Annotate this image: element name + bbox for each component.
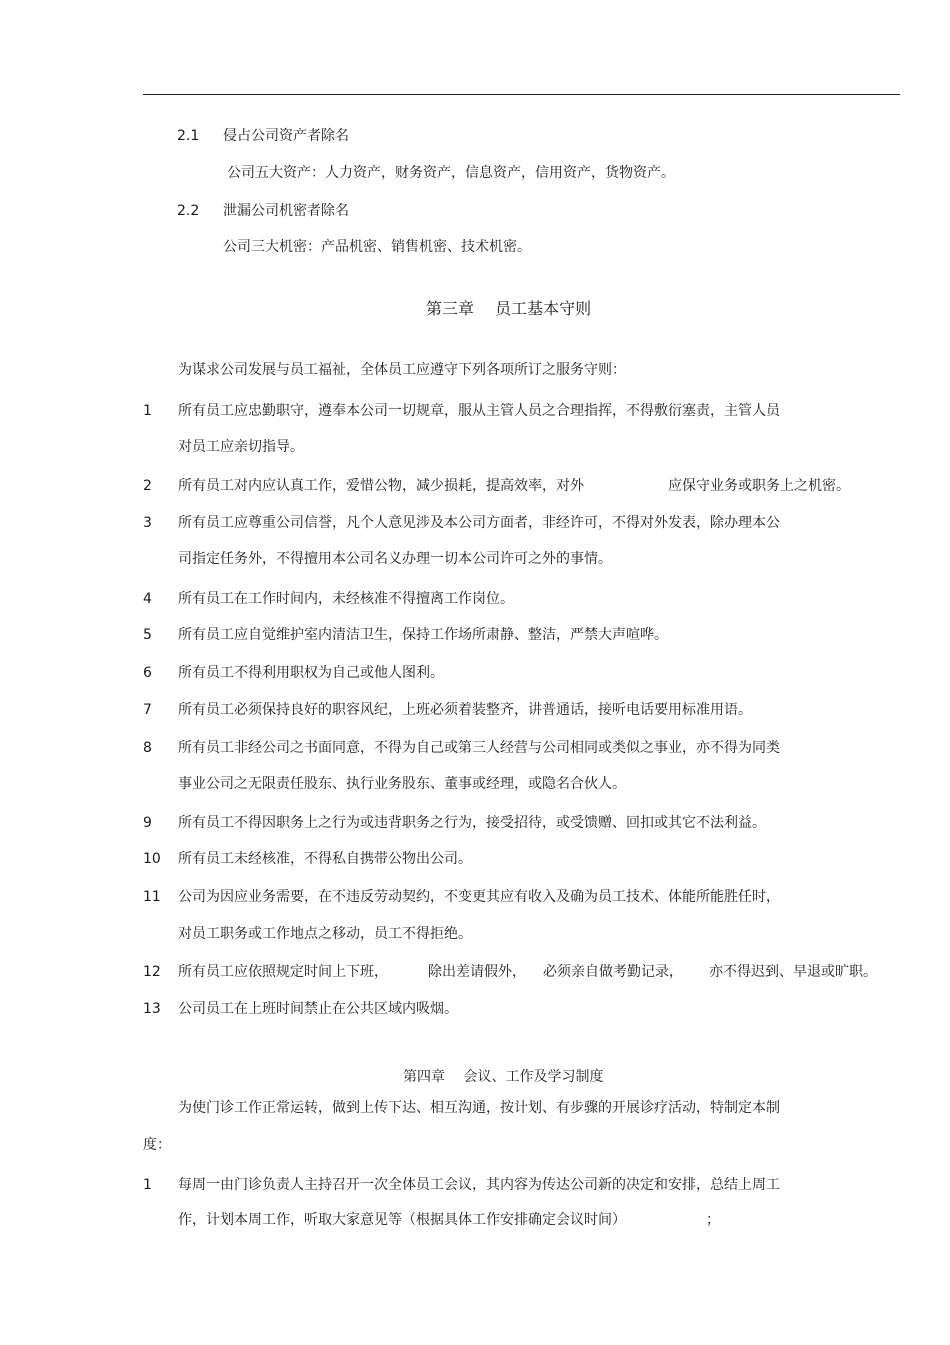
rule-text: 所有员工应尊重公司信誉，凡个人意见涉及本公司方面者，非经许可，不得对外发表，除办理本公 (178, 515, 780, 531)
rule-text: 作，计划本周工作，听取大家意见等（根据具体工作安排确定会议时间） (178, 1212, 626, 1228)
chapter-intro: 为谋求公司发展与员工福祉，全体员工应遵守下列各项所订之服务守则： (178, 362, 626, 378)
chapter-title: 第三章 员工基本守则 (426, 299, 592, 318)
rule-number: 7 (143, 702, 152, 718)
rule-number: 5 (143, 627, 152, 643)
rule-text: 公司员工在上班时间禁止在公共区域内吸烟。 (178, 1001, 458, 1017)
rule-text: 所有员工非经公司之书面同意，不得为自己或第三人经营与公司相同或类似之事业，亦不得为同类 (178, 740, 780, 756)
rule-text: 司指定任务外，不得擅用本公司名义办理一切本公司许可之外的事情。 (178, 551, 612, 567)
rule-number: 8 (143, 740, 152, 756)
chapter-intro: 为使门诊工作正常运转，做到上传下达、相互沟通，按计划、有步骤的开展诊疗活动，特制定本制 (178, 1100, 780, 1116)
header-rule (143, 94, 900, 95)
rule-text: 事业公司之无限责任股东、执行业务股东、董事或经理，或隐名合伙人。 (178, 776, 626, 792)
rule-text: 亦不得迟到、早退或旷职。 (709, 964, 877, 980)
item-number: 2.1 (177, 128, 200, 144)
item-detail: 公司三大机密：产品机密、销售机密、技术机密。 (223, 239, 531, 255)
rule-text: 所有员工在工作时间内，未经核准不得擅离工作岗位。 (178, 591, 514, 607)
rule-number: 3 (143, 515, 152, 531)
rule-number: 4 (143, 591, 152, 607)
rule-text: 对员工职务或工作地点之移动，员工不得拒绝。 (178, 926, 472, 942)
rule-text: 所有员工不得利用职权为自己或他人图利。 (178, 665, 444, 681)
rule-text: 所有员工应依照规定时间上下班， (178, 964, 388, 980)
rule-text: 所有员工不得因职务上之行为或违背职务之行为，接受招待，或受馈赠、回扣或其它不法利益。 (178, 815, 766, 831)
rule-number: 11 (143, 889, 161, 905)
rule-number: 6 (143, 665, 152, 681)
rule-text: 所有员工未经核准，不得私自携带公物出公司。 (178, 851, 472, 867)
rule-number: 13 (143, 1001, 161, 1017)
rule-text: 所有员工应自觉维护室内清洁卫生，保持工作场所肃静、整洁，严禁大声喧哗。 (178, 627, 668, 643)
rule-text: 所有员工对内应认真工作，爱惜公物，减少损耗，提高效率，对外 (178, 478, 584, 494)
rule-text: 对员工应亲切指导。 (178, 439, 304, 455)
chapter-title: 第四章 会议、工作及学习制度 (403, 1069, 604, 1085)
rule-number: 10 (143, 851, 161, 867)
rule-text: ； (706, 1212, 720, 1228)
rule-text: 所有员工必须保持良好的职容风纪，上班必须着装整齐，讲普通话，接听电话要用标准用语。 (178, 702, 752, 718)
rule-number: 9 (143, 815, 152, 831)
item-detail: 公司五大资产：人力资产，财务资产，信息资产，信用资产，货物资产。 (227, 165, 675, 181)
rule-number: 1 (143, 1177, 152, 1193)
chapter-intro: 度： (143, 1137, 171, 1153)
rule-text: 公司为因应业务需要，在不违反劳动契约，不变更其应有收入及确为员工技术、体能所能胜任时， (178, 889, 780, 905)
rule-number: 2 (143, 478, 152, 494)
rule-text: 应保守业务或职务上之机密。 (668, 478, 850, 494)
rule-number: 12 (143, 964, 161, 980)
item-title: 泄漏公司机密者除名 (223, 203, 349, 219)
rule-number: 1 (143, 403, 152, 419)
item-number: 2.2 (177, 203, 200, 219)
rule-text: 除出差请假外， (428, 964, 526, 980)
rule-text: 必须亲自做考勤记录， (543, 964, 683, 980)
item-title: 侵占公司资产者除名 (223, 128, 349, 144)
rule-text: 所有员工应忠勤职守，遵奉本公司一切规章，服从主管人员之合理指挥，不得敷衍塞责，主管人员 (178, 403, 780, 419)
rule-text: 每周一由门诊负责人主持召开一次全体员工会议，其内容为传达公司新的决定和安排，总结上周工 (178, 1177, 780, 1193)
